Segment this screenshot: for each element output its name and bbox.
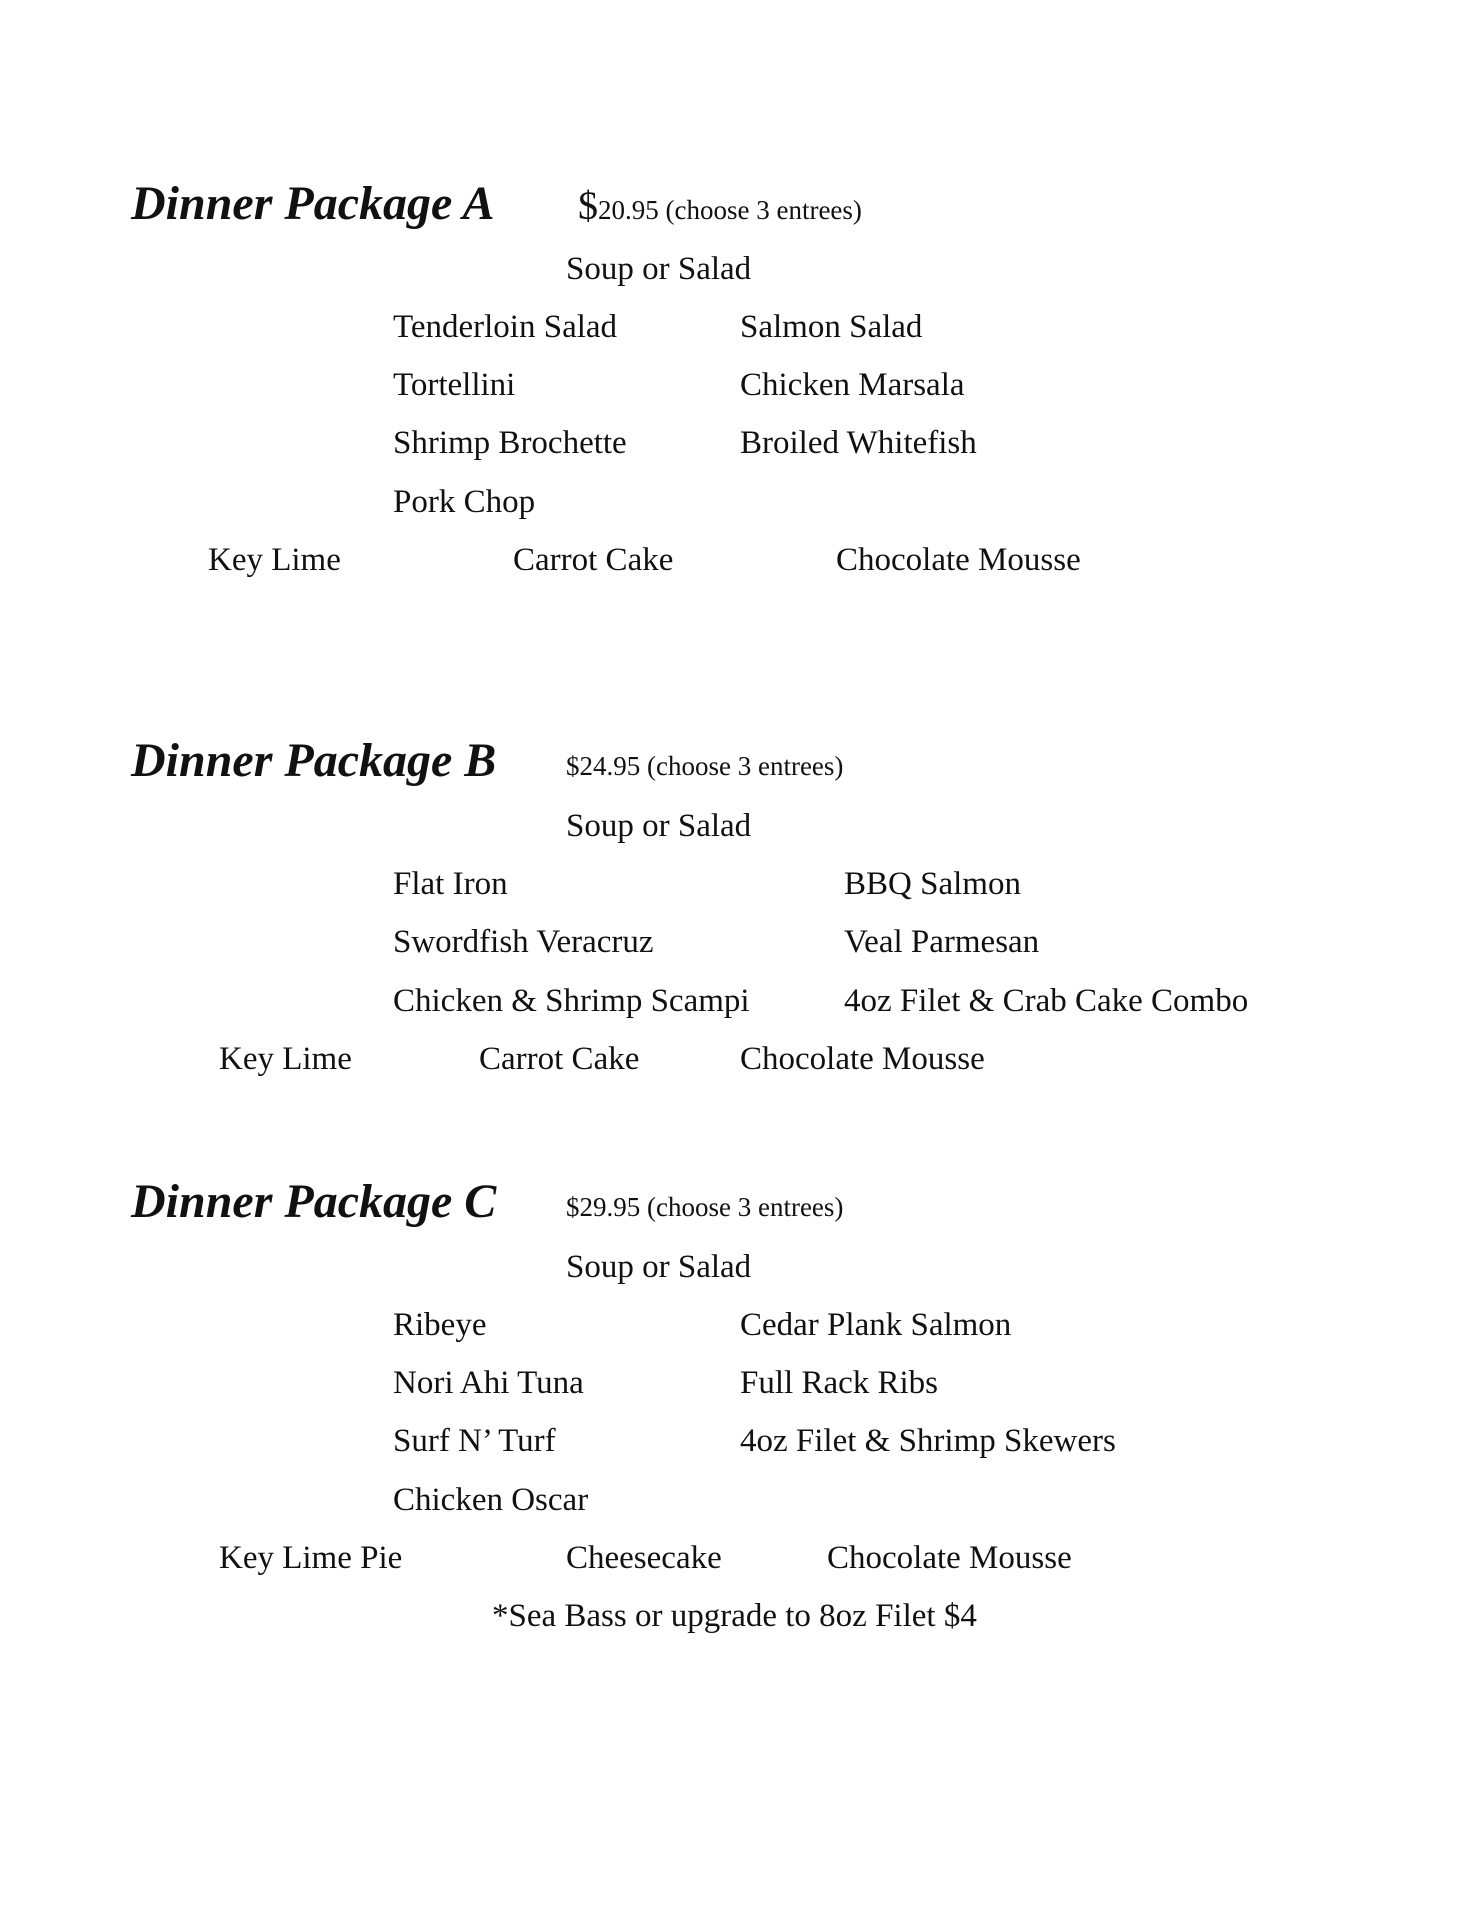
package-a-price (578, 183, 862, 228)
package-c-entree-left-4: Chicken Oscar (393, 1482, 589, 1518)
package-a-starter: Soup or Salad (566, 251, 752, 287)
package-a-entree-left-1: Tenderloin Salad (393, 309, 618, 345)
package-c-starter: Soup or Salad (566, 1249, 752, 1285)
package-b-dessert-1: Key Lime (219, 1041, 352, 1077)
package-c-footnote: *Sea Bass or upgrade to 8oz Filet $4 (492, 1598, 977, 1634)
package-a-price-text: 20.95 (choose 3 entrees) (598, 195, 862, 225)
package-a-entree-left-2: Tortellini (393, 367, 516, 403)
package-c-dessert-3: Chocolate Mousse (827, 1540, 1072, 1576)
package-c-entree-left-3: Surf N’ Turf (393, 1423, 556, 1459)
package-b-starter: Soup or Salad (566, 808, 752, 844)
package-b-entree-left-3: Chicken & Shrimp Scampi (393, 983, 750, 1019)
package-b-entree-right-1: BBQ Salmon (844, 866, 1021, 902)
package-a-price-dollar: $ (578, 183, 598, 228)
package-a-entree-left-4: Pork Chop (393, 484, 536, 520)
package-a-dessert-1: Key Lime (208, 542, 341, 578)
package-b-entree-left-1: Flat Iron (393, 866, 508, 902)
package-c-dessert-2: Cheesecake (566, 1540, 722, 1576)
package-b-price: $24.95 (choose 3 entrees) (566, 751, 844, 781)
package-c-entree-right-1: Cedar Plank Salmon (740, 1307, 1012, 1343)
package-b-entree-right-3: 4oz Filet & Crab Cake Combo (844, 983, 1249, 1019)
package-c-entree-right-2: Full Rack Ribs (740, 1365, 939, 1401)
package-c-entree-left-1: Ribeye (393, 1307, 487, 1343)
package-a-dessert-2: Carrot Cake (513, 542, 674, 578)
package-a-title: Dinner Package A (131, 177, 495, 230)
package-a-entree-right-1: Salmon Salad (740, 309, 923, 345)
package-b-title: Dinner Package B (131, 734, 497, 787)
package-c-price: $29.95 (choose 3 entrees) (566, 1192, 844, 1222)
package-b-dessert-2: Carrot Cake (479, 1041, 640, 1077)
package-c-entree-left-2: Nori Ahi Tuna (393, 1365, 584, 1401)
package-c-entree-right-3: 4oz Filet & Shrimp Skewers (740, 1423, 1116, 1459)
package-a-entree-right-2: Chicken Marsala (740, 367, 965, 403)
package-a-entree-left-3: Shrimp Brochette (393, 425, 627, 461)
package-c-dessert-1: Key Lime Pie (219, 1540, 403, 1576)
package-b-entree-left-2: Swordfish Veracruz (393, 924, 654, 960)
package-b-entree-right-2: Veal Parmesan (844, 924, 1040, 960)
package-a-entree-right-3: Broiled Whitefish (740, 425, 977, 461)
package-c-title: Dinner Package C (131, 1175, 497, 1228)
package-b-dessert-3: Chocolate Mousse (740, 1041, 985, 1077)
package-a-dessert-3: Chocolate Mousse (836, 542, 1081, 578)
